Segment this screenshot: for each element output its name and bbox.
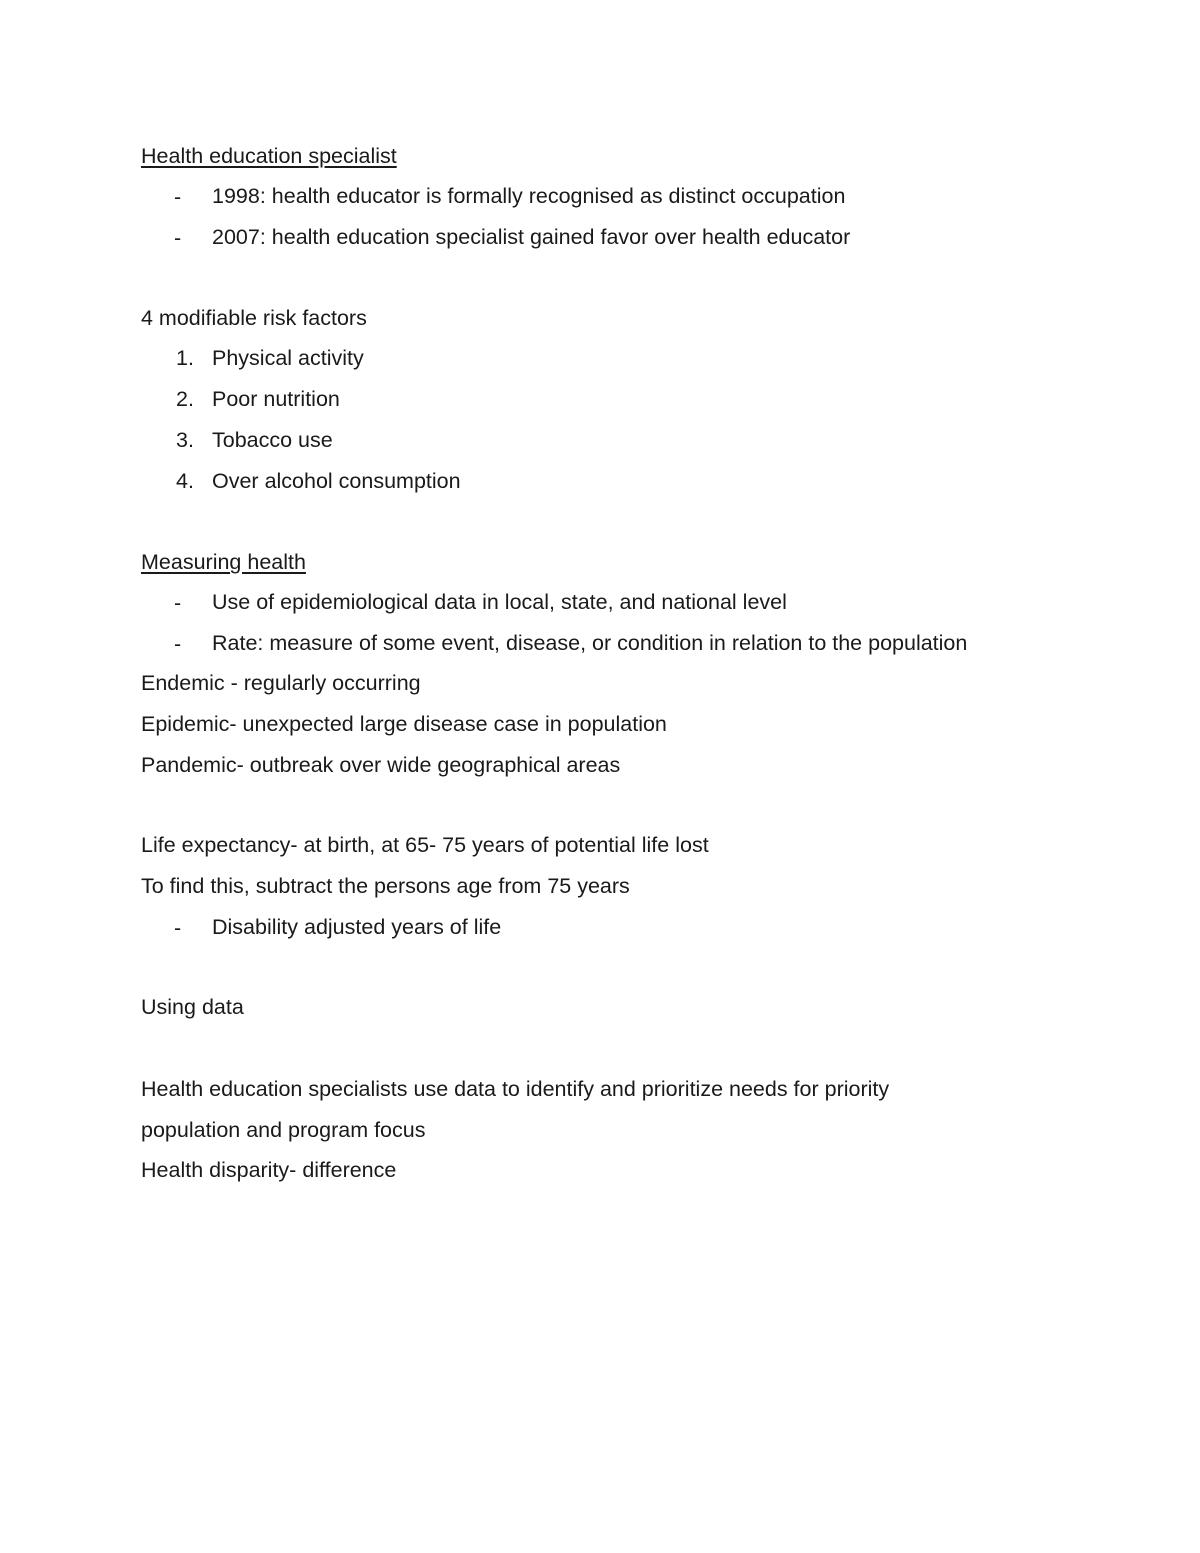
text-line-health-disparity: Health disparity- difference bbox=[141, 1158, 397, 1182]
list-item: Tobacco use bbox=[212, 428, 333, 452]
list-number: 4. bbox=[176, 469, 194, 493]
heading-health-education-specialist: Health education specialist bbox=[141, 144, 397, 168]
bullet-marker: - bbox=[174, 632, 182, 656]
list-item: Over alcohol consumption bbox=[212, 469, 461, 493]
list-number: 2. bbox=[176, 387, 194, 411]
bullet-marker: - bbox=[174, 185, 182, 209]
bullet-marker: - bbox=[174, 916, 182, 940]
bullet-item: 1998: health educator is formally recognised as distinct occupation bbox=[212, 184, 846, 208]
list-item: Poor nutrition bbox=[212, 387, 340, 411]
heading-measuring-health: Measuring health bbox=[141, 550, 306, 574]
text-line-epidemic: Epidemic- unexpected large disease case in population bbox=[141, 712, 667, 736]
text-line-life-expectancy: Life expectancy- at birth, at 65- 75 years of potential life lost bbox=[141, 833, 709, 857]
bullet-marker: - bbox=[174, 591, 182, 615]
heading-risk-factors: 4 modifiable risk factors bbox=[141, 306, 367, 330]
text-line: Health education specialists use data to identify and prioritize needs for priority bbox=[141, 1077, 890, 1101]
bullet-marker: - bbox=[174, 226, 182, 250]
text-line-endemic: Endemic - regularly occurring bbox=[141, 671, 421, 695]
list-number: 1. bbox=[176, 346, 194, 370]
text-line-pandemic: Pandemic- outbreak over wide geographical areas bbox=[141, 753, 621, 777]
list-number: 3. bbox=[176, 428, 194, 452]
list-item: Physical activity bbox=[212, 346, 364, 370]
heading-using-data: Using data bbox=[141, 995, 244, 1019]
bullet-item: Disability adjusted years of life bbox=[212, 915, 502, 939]
bullet-item: Rate: measure of some event, disease, or condition in relation to the population bbox=[212, 631, 968, 655]
text-line: population and program focus bbox=[141, 1118, 426, 1142]
text-line-find-this: To find this, subtract the persons age from 75 years bbox=[141, 874, 630, 898]
bullet-item: Use of epidemiological data in local, state, and national level bbox=[212, 590, 787, 614]
bullet-item: 2007: health education specialist gained favor over health educator bbox=[212, 225, 851, 249]
